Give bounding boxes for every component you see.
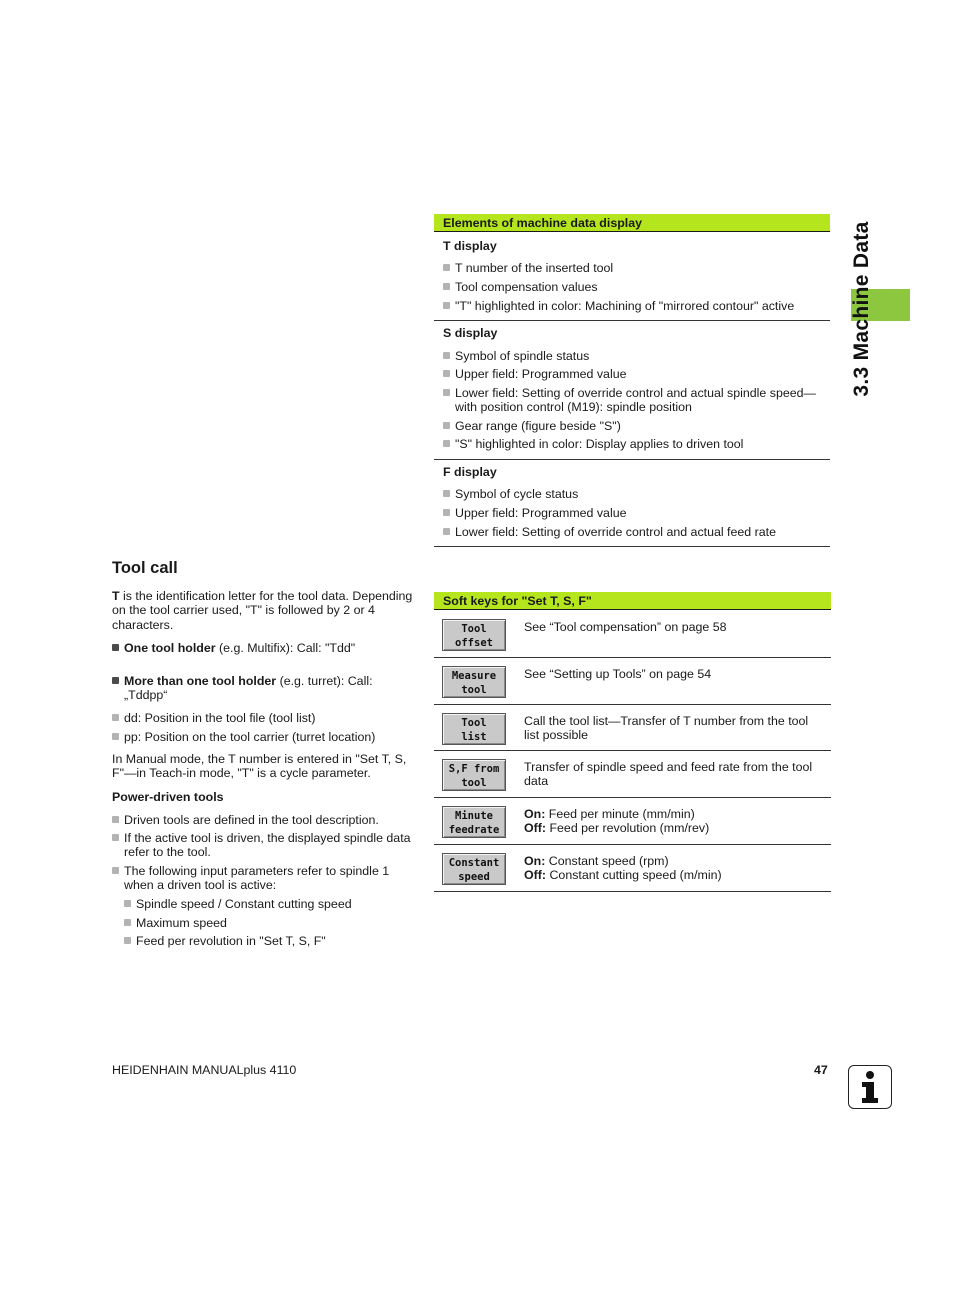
section-title: T display bbox=[443, 239, 497, 253]
chapter-title: 3.3 Machine Data bbox=[849, 221, 873, 397]
softkey-row bbox=[434, 704, 831, 751]
constant-speed-softkey[interactable]: Constant speed bbox=[442, 853, 506, 885]
measure-tool-softkey[interactable]: Measure tool bbox=[442, 666, 506, 698]
softkey-description: On: Feed per minute (mm/min) Off: Feed per revolution (mm/rev) bbox=[524, 807, 710, 836]
section-title: S display bbox=[443, 326, 498, 340]
list-item: Symbol of cycle status bbox=[443, 487, 825, 501]
elements-table-header: Elements of machine data display bbox=[434, 214, 830, 232]
intro-paragraph: T is the identification letter for the tool data. Depending on the tool carrier used, "T" is followed by 2 or 4 characters. bbox=[112, 589, 413, 632]
page-number: 47 bbox=[814, 1063, 828, 1077]
softkey-row bbox=[434, 657, 831, 705]
s-display-section bbox=[434, 320, 830, 460]
softkey-row bbox=[434, 610, 831, 658]
list-item: dd: Position in the tool file (tool list) bbox=[112, 711, 416, 725]
list-item: Upper field: Programmed value bbox=[443, 506, 825, 520]
minute-feedrate-softkey[interactable]: Minute feedrate bbox=[442, 806, 506, 838]
tool-offset-softkey[interactable]: Tool offset bbox=[442, 619, 506, 651]
list-item: Lower field: Setting of override control and actual feed rate bbox=[443, 525, 825, 539]
softkey-row bbox=[434, 844, 831, 892]
list-item: Symbol of spindle status bbox=[443, 349, 825, 363]
t-display-section bbox=[434, 232, 830, 321]
list-item: pp: Position on the tool carrier (turret location) bbox=[112, 730, 416, 744]
softkey-description: Transfer of spindle speed and feed rate from the tool data bbox=[524, 760, 813, 789]
info-icon bbox=[848, 1065, 892, 1109]
list-item: Gear range (figure beside "S") bbox=[443, 419, 825, 433]
list-item: Lower field: Setting of override control and actual spindle speed—with position control (M19): spindle position bbox=[443, 386, 825, 415]
list-item: "S" highlighted in color: Display applies to driven tool bbox=[443, 437, 825, 451]
softkey-description: See “Tool compensation” on page 58 bbox=[524, 620, 727, 634]
info-icon-glyph bbox=[849, 1066, 890, 1107]
softkey-description: On: Constant speed (rpm) Off: Constant cutting speed (m/min) bbox=[524, 854, 722, 883]
footer-manual-name: HEIDENHAIN MANUALplus 4110 bbox=[112, 1063, 297, 1077]
softkey-row bbox=[434, 750, 831, 798]
sub-list-item: Feed per revolution in "Set T, S, F" bbox=[124, 934, 416, 948]
list-item: Upper field: Programmed value bbox=[443, 367, 825, 381]
list-item: "T" highlighted in color: Machining of "mirrored contour" active bbox=[443, 299, 825, 313]
softkey-row bbox=[434, 797, 831, 845]
list-item: Driven tools are defined in the tool description. bbox=[112, 813, 416, 827]
sub-list-item: Maximum speed bbox=[124, 916, 416, 930]
list-item: T number of the inserted tool bbox=[443, 261, 825, 275]
softkeys-table-header: Soft keys for "Set T, S, F" bbox=[434, 592, 831, 610]
list-item: More than one tool holder (e.g. turret): Call: „Tddpp“ bbox=[112, 674, 416, 703]
softkey-description: Call the tool list—Transfer of T number from the tool list possible bbox=[524, 714, 809, 743]
list-item: One tool holder (e.g. Multifix): Call: "Tdd" bbox=[112, 641, 416, 655]
sub-list-item: Spindle speed / Constant cutting speed bbox=[124, 897, 416, 911]
f-display-section bbox=[434, 459, 830, 547]
subheading: Power-driven tools bbox=[112, 790, 224, 804]
manual-mode-paragraph: In Manual mode, the T number is entered in "Set T, S, F"—in Teach-in mode, "T" is a cycle parameter. bbox=[112, 752, 407, 781]
list-item: Tool compensation values bbox=[443, 280, 825, 294]
section-title: F display bbox=[443, 465, 497, 479]
list-item: The following input parameters refer to spindle 1 when a driven tool is active: bbox=[112, 864, 416, 893]
list-item: If the active tool is driven, the displayed spindle data refer to the tool. bbox=[112, 831, 416, 860]
section-heading: Tool call bbox=[112, 559, 178, 577]
softkey-description: See “Setting up Tools” on page 54 bbox=[524, 667, 712, 681]
sf-from-tool-softkey[interactable]: S,F from tool bbox=[442, 759, 506, 791]
tool-list-softkey[interactable]: Tool list bbox=[442, 713, 506, 745]
